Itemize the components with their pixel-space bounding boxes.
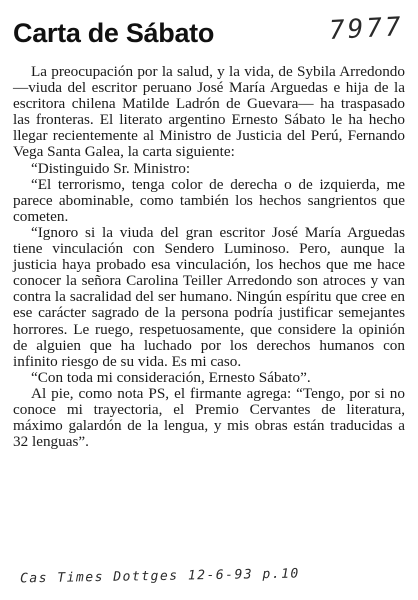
handwritten-year: 7977 xyxy=(328,12,405,46)
article-paragraph: “Ignoro si la viuda del gran escritor José María Arguedas tiene vinculación con Sendero Luminoso. Pero, aunque la justicia haya probado esa vinculación, los hechos que me hace conocer la señora Carolina Teiller Arredondo son atroces y van contra la sacralidad del ser humano. Ningún espíritu que cree en ese carácter sagrado de la persona podría justificar semejantes horrores. Le ruego, respetuosamente, que considere la opinión de alguien que ha luchado por los derechos humanos con infinito riesgo de su vida. Es mi caso. xyxy=(13,223,405,370)
handwritten-source-note: Cas Times Dottges 12-6-93 p.10 xyxy=(19,566,300,587)
article-paragraph: “Distinguido Sr. Ministro: xyxy=(31,159,191,177)
article-body xyxy=(13,64,405,450)
article-paragraph: Al pie, como nota PS, el firmante agrega: “Tengo, por si no conoce mi trayectoria, el Premio Cervantes de literatura, máximo galardón de la lengua, y mis obras están traducidas a 32 lenguas”. xyxy=(13,384,405,451)
article-paragraph: “El terrorismo, tenga color de derecha o de izquierda, me parece abominable, como también los hechos sangrientos que cometen. xyxy=(13,175,405,225)
article-paragraph: “Con toda mi consideración, Ernesto Sábato”. xyxy=(31,368,311,386)
article-title: Carta de Sábato xyxy=(13,18,215,48)
article-paragraph: La preocupación por la salud, y la vida, de Sybila Arredondo —viuda del escritor peruano José María Arguedas e hija de la escritora chilena Matilde Ladrón de Guevara— ha traspasado las fronteras. El literato argentino Ernesto Sábato le ha hecho llegar recientemente al Ministro de Justicia del Perú, Fernando Vega Santa Galea, la carta siguiente: xyxy=(13,63,405,161)
